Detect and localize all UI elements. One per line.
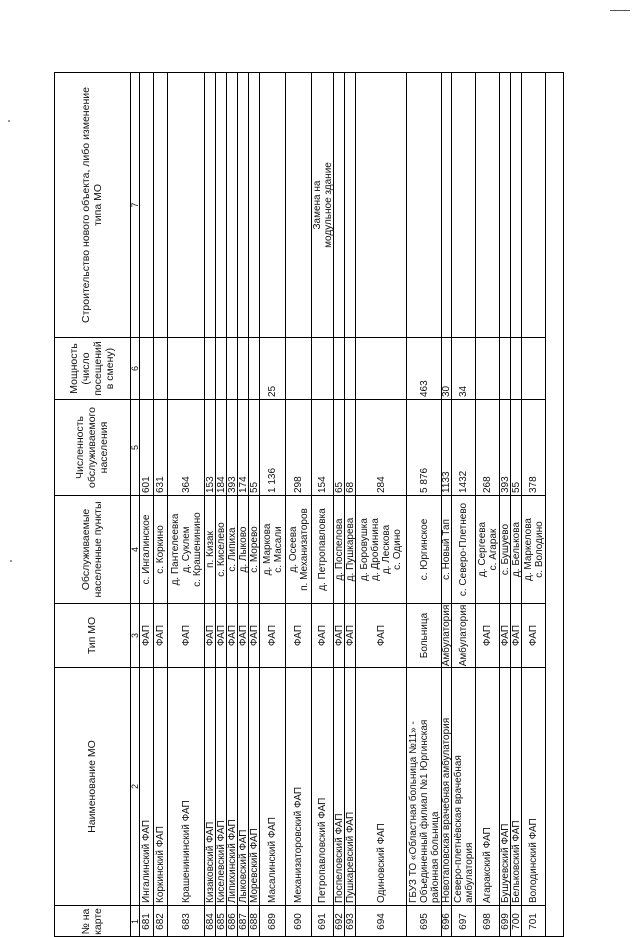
header-settlements: Обслуживаемые населенные пункты (54, 495, 131, 603)
row-691-card-number: 691 (312, 905, 334, 937)
header-population: Численность обслуживаемого населения (54, 399, 131, 495)
row-683-capacity (168, 337, 205, 399)
row-682-construction (154, 72, 168, 337)
row-697-card-number: 697 (452, 905, 476, 937)
column-number-5: 5 (131, 399, 140, 495)
row-682-population: 631 (154, 399, 168, 495)
row-692-population: 65 (334, 399, 345, 495)
row-685-mo-type: ФАП (216, 603, 227, 667)
row-690-mo-type: ФАП (286, 603, 312, 667)
row-695-mo-name: ГБУЗ ТО «Областная больница №11» - Объединенный филиал №1 Юргинская районная больница (407, 667, 442, 905)
row-697-capacity: 34 (452, 337, 476, 399)
row-684-card-number: 684 (205, 905, 216, 937)
row-687-mo-name: Лыковский ФАП (238, 667, 249, 905)
row-698-population: 268 (476, 399, 500, 495)
row-681-settlements: с. Ингалинское (140, 495, 154, 603)
header-construction: Строительство нового объекта, либо изменение типа МО (54, 72, 131, 337)
row-694-card-number: 694 (356, 905, 407, 937)
row-681-mo-name: Ингалинский ФАП (140, 667, 154, 905)
row-700-card-number: 700 (511, 905, 522, 937)
scan-mark (610, 10, 630, 11)
row-695-population: 5 876 (407, 399, 442, 495)
row-689-capacity: 25 (260, 337, 286, 399)
row-693-capacity (345, 337, 356, 399)
row-692-mo-name: Поспеловский ФАП (334, 667, 345, 905)
row-687-capacity (238, 337, 249, 399)
row-700-mo-name: Бельковский ФАП (511, 667, 522, 905)
row-700-population: 55 (511, 399, 522, 495)
row-691-capacity (312, 337, 334, 399)
row-699-construction (500, 72, 511, 337)
row-700-construction (511, 72, 522, 337)
row-690-construction (286, 72, 312, 337)
row-687-construction (238, 72, 249, 337)
row-688-mo-name: Моревский ФАП (249, 667, 260, 905)
row-682-settlements: с. Коркино (154, 495, 168, 603)
row-692-settlements: д. Поспелова (334, 495, 345, 603)
row-701-card-number: 701 (522, 905, 546, 937)
row-696-construction (442, 72, 452, 337)
row-696-settlements: с. Новый Тап (442, 495, 452, 603)
row-688-card-number: 688 (249, 905, 260, 937)
row-694-mo-type: ФАП (356, 603, 407, 667)
row-697-population: 1432 (452, 399, 476, 495)
row-686-mo-type: ФАП (227, 603, 238, 667)
row-692-capacity (334, 337, 345, 399)
row-701-capacity (522, 337, 546, 399)
row-696-capacity: 30 (442, 337, 452, 399)
row-690-population: 298 (286, 399, 312, 495)
row-693-settlements: д. Пушкарева (345, 495, 356, 603)
row-697-settlements: с. Северо-Плетнево (452, 495, 476, 603)
row-683-mo-name: Крашенининский ФАП (168, 667, 205, 905)
row-692-mo-type: ФАП (334, 603, 345, 667)
row-681-card-number: 681 (140, 905, 154, 937)
column-number-2: 2 (131, 667, 140, 905)
row-683-mo-type: ФАП (168, 603, 205, 667)
row-685-mo-name: Киселевский ФАП (216, 667, 227, 905)
row-685-card-number: 685 (216, 905, 227, 937)
row-688-population: 55 (249, 399, 260, 495)
column-number-1: 1 (131, 905, 140, 937)
row-699-settlements: с. Бушуево (500, 495, 511, 603)
row-695-construction (407, 72, 442, 337)
row-699-mo-type: ФАП (500, 603, 511, 667)
row-688-construction (249, 72, 260, 337)
row-689-settlements: д. Маркова с. Масали (260, 495, 286, 603)
row-699-mo-name: Бушуевский ФАП (500, 667, 511, 905)
row-693-population: 68 (345, 399, 356, 495)
row-684-settlements: п. Кизак (205, 495, 216, 603)
row-699-population: 393 (500, 399, 511, 495)
row-687-card-number: 687 (238, 905, 249, 937)
row-694-settlements: д. Боровушка д. Дробинина д. Лескова с. Одино (356, 495, 407, 603)
header-mo-name: Наименование МО (54, 667, 131, 905)
row-682-mo-name: Коркинский ФАП (154, 667, 168, 905)
row-693-card-number: 693 (345, 905, 356, 937)
scan-dot (10, 560, 12, 562)
header-card-number: № на карте (54, 905, 131, 937)
row-696-population: 1133 (442, 399, 452, 495)
row-691-mo-type: ФАП (312, 603, 334, 667)
row-689-construction (260, 72, 286, 337)
row-685-capacity (216, 337, 227, 399)
row-682-card-number: 682 (154, 905, 168, 937)
row-688-settlements: с. Морево (249, 495, 260, 603)
row-690-mo-name: Механизаторовский ФАП (286, 667, 312, 905)
row-691-settlements: д. Петропавловка (312, 495, 334, 603)
column-number-3: 3 (131, 603, 140, 667)
row-698-settlements: д. Сергеева с. Агарак (476, 495, 500, 603)
row-696-mo-name: Новотаповская врачебная амбулатория (442, 667, 452, 905)
row-686-settlements: с. Липиха (227, 495, 238, 603)
row-699-card-number: 699 (500, 905, 511, 937)
column-number-7: 7 (131, 72, 140, 337)
row-687-mo-type: ФАП (238, 603, 249, 667)
row-701-mo-name: Володинский ФАП (522, 667, 546, 905)
row-701-construction (522, 72, 546, 337)
row-689-population: 1 136 (260, 399, 286, 495)
row-690-settlements: д. Осеева п. Механизаторов (286, 495, 312, 603)
row-691-construction: Замена на модульное здание (312, 72, 334, 337)
scan-dot (8, 120, 10, 122)
row-699-capacity (500, 337, 511, 399)
row-686-card-number: 686 (227, 905, 238, 937)
row-685-population: 184 (216, 399, 227, 495)
row-690-capacity (286, 337, 312, 399)
row-684-capacity (205, 337, 216, 399)
row-701-mo-type: ФАП (522, 603, 546, 667)
row-681-construction (140, 72, 154, 337)
row-690-card-number: 690 (286, 905, 312, 937)
row-687-settlements: д. Лыково (238, 495, 249, 603)
row-700-settlements: д. Белькова (511, 495, 522, 603)
row-683-settlements: д. Пантелеевка д. Суклем с. Крашенинино (168, 495, 205, 603)
row-695-mo-type: Больница (407, 603, 442, 667)
row-686-construction (227, 72, 238, 337)
row-695-card-number: 695 (407, 905, 442, 937)
row-689-mo-name: Масалинский ФАП (260, 667, 286, 905)
row-691-population: 154 (312, 399, 334, 495)
header-capacity: Мощность (число посещений в смену) (54, 337, 131, 399)
row-694-capacity (356, 337, 407, 399)
row-689-card-number: 689 (260, 905, 286, 937)
row-698-construction (476, 72, 500, 337)
row-683-card-number: 683 (168, 905, 205, 937)
row-683-population: 364 (168, 399, 205, 495)
row-684-construction (205, 72, 216, 337)
column-number-6: 6 (131, 337, 140, 399)
row-694-construction (356, 72, 407, 337)
row-700-mo-type: ФАП (511, 603, 522, 667)
row-701-settlements: д. Маркелова с. Володино (522, 495, 546, 603)
row-692-construction (334, 72, 345, 337)
row-686-population: 393 (227, 399, 238, 495)
row-698-mo-type: ФАП (476, 603, 500, 667)
row-695-capacity: 463 (407, 337, 442, 399)
row-698-mo-name: Агаракский ФАП (476, 667, 500, 905)
row-694-mo-name: Одиновский ФАП (356, 667, 407, 905)
row-684-population: 153 (205, 399, 216, 495)
row-701-population: 378 (522, 399, 546, 495)
row-696-card-number: 696 (442, 905, 452, 937)
row-686-mo-name: Липихинский ФАП (227, 667, 238, 905)
row-683-construction (168, 72, 205, 337)
row-681-population: 601 (140, 399, 154, 495)
row-685-settlements: с. Киселево (216, 495, 227, 603)
row-686-capacity (227, 337, 238, 399)
row-688-capacity (249, 337, 260, 399)
header-mo-type: Тип МО (54, 603, 131, 667)
row-693-mo-name: Пушкаревский ФАП (345, 667, 356, 905)
row-695-settlements: с. Юргинское (407, 495, 442, 603)
row-697-construction (452, 72, 476, 337)
row-696-mo-type: Амбулатория (441, 604, 452, 667)
column-number-4: 4 (131, 495, 140, 603)
row-689-mo-type: ФАП (260, 603, 286, 667)
row-687-population: 174 (238, 399, 249, 495)
row-688-mo-type: ФАП (249, 603, 260, 667)
row-697-mo-name: Северо-плетнёвская врачебная амбулатория (452, 667, 476, 905)
row-697-mo-type: Амбулатория (452, 603, 476, 667)
row-693-construction (345, 72, 356, 337)
row-691-mo-name: Петропавловский ФАП (312, 667, 334, 905)
row-681-mo-type: ФАП (140, 603, 154, 667)
row-698-capacity (476, 337, 500, 399)
row-692-card-number: 692 (334, 905, 345, 937)
row-694-population: 284 (356, 399, 407, 495)
row-681-capacity (140, 337, 154, 399)
row-682-capacity (154, 337, 168, 399)
facilities-table (54, 72, 564, 937)
row-693-mo-type: ФАП (345, 603, 356, 667)
row-685-construction (216, 72, 227, 337)
row-684-mo-name: Кизаковский ФАП (205, 667, 216, 905)
row-698-card-number: 698 (476, 905, 500, 937)
row-684-mo-type: ФАП (205, 603, 216, 667)
row-682-mo-type: ФАП (154, 603, 168, 667)
row-700-capacity (511, 337, 522, 399)
